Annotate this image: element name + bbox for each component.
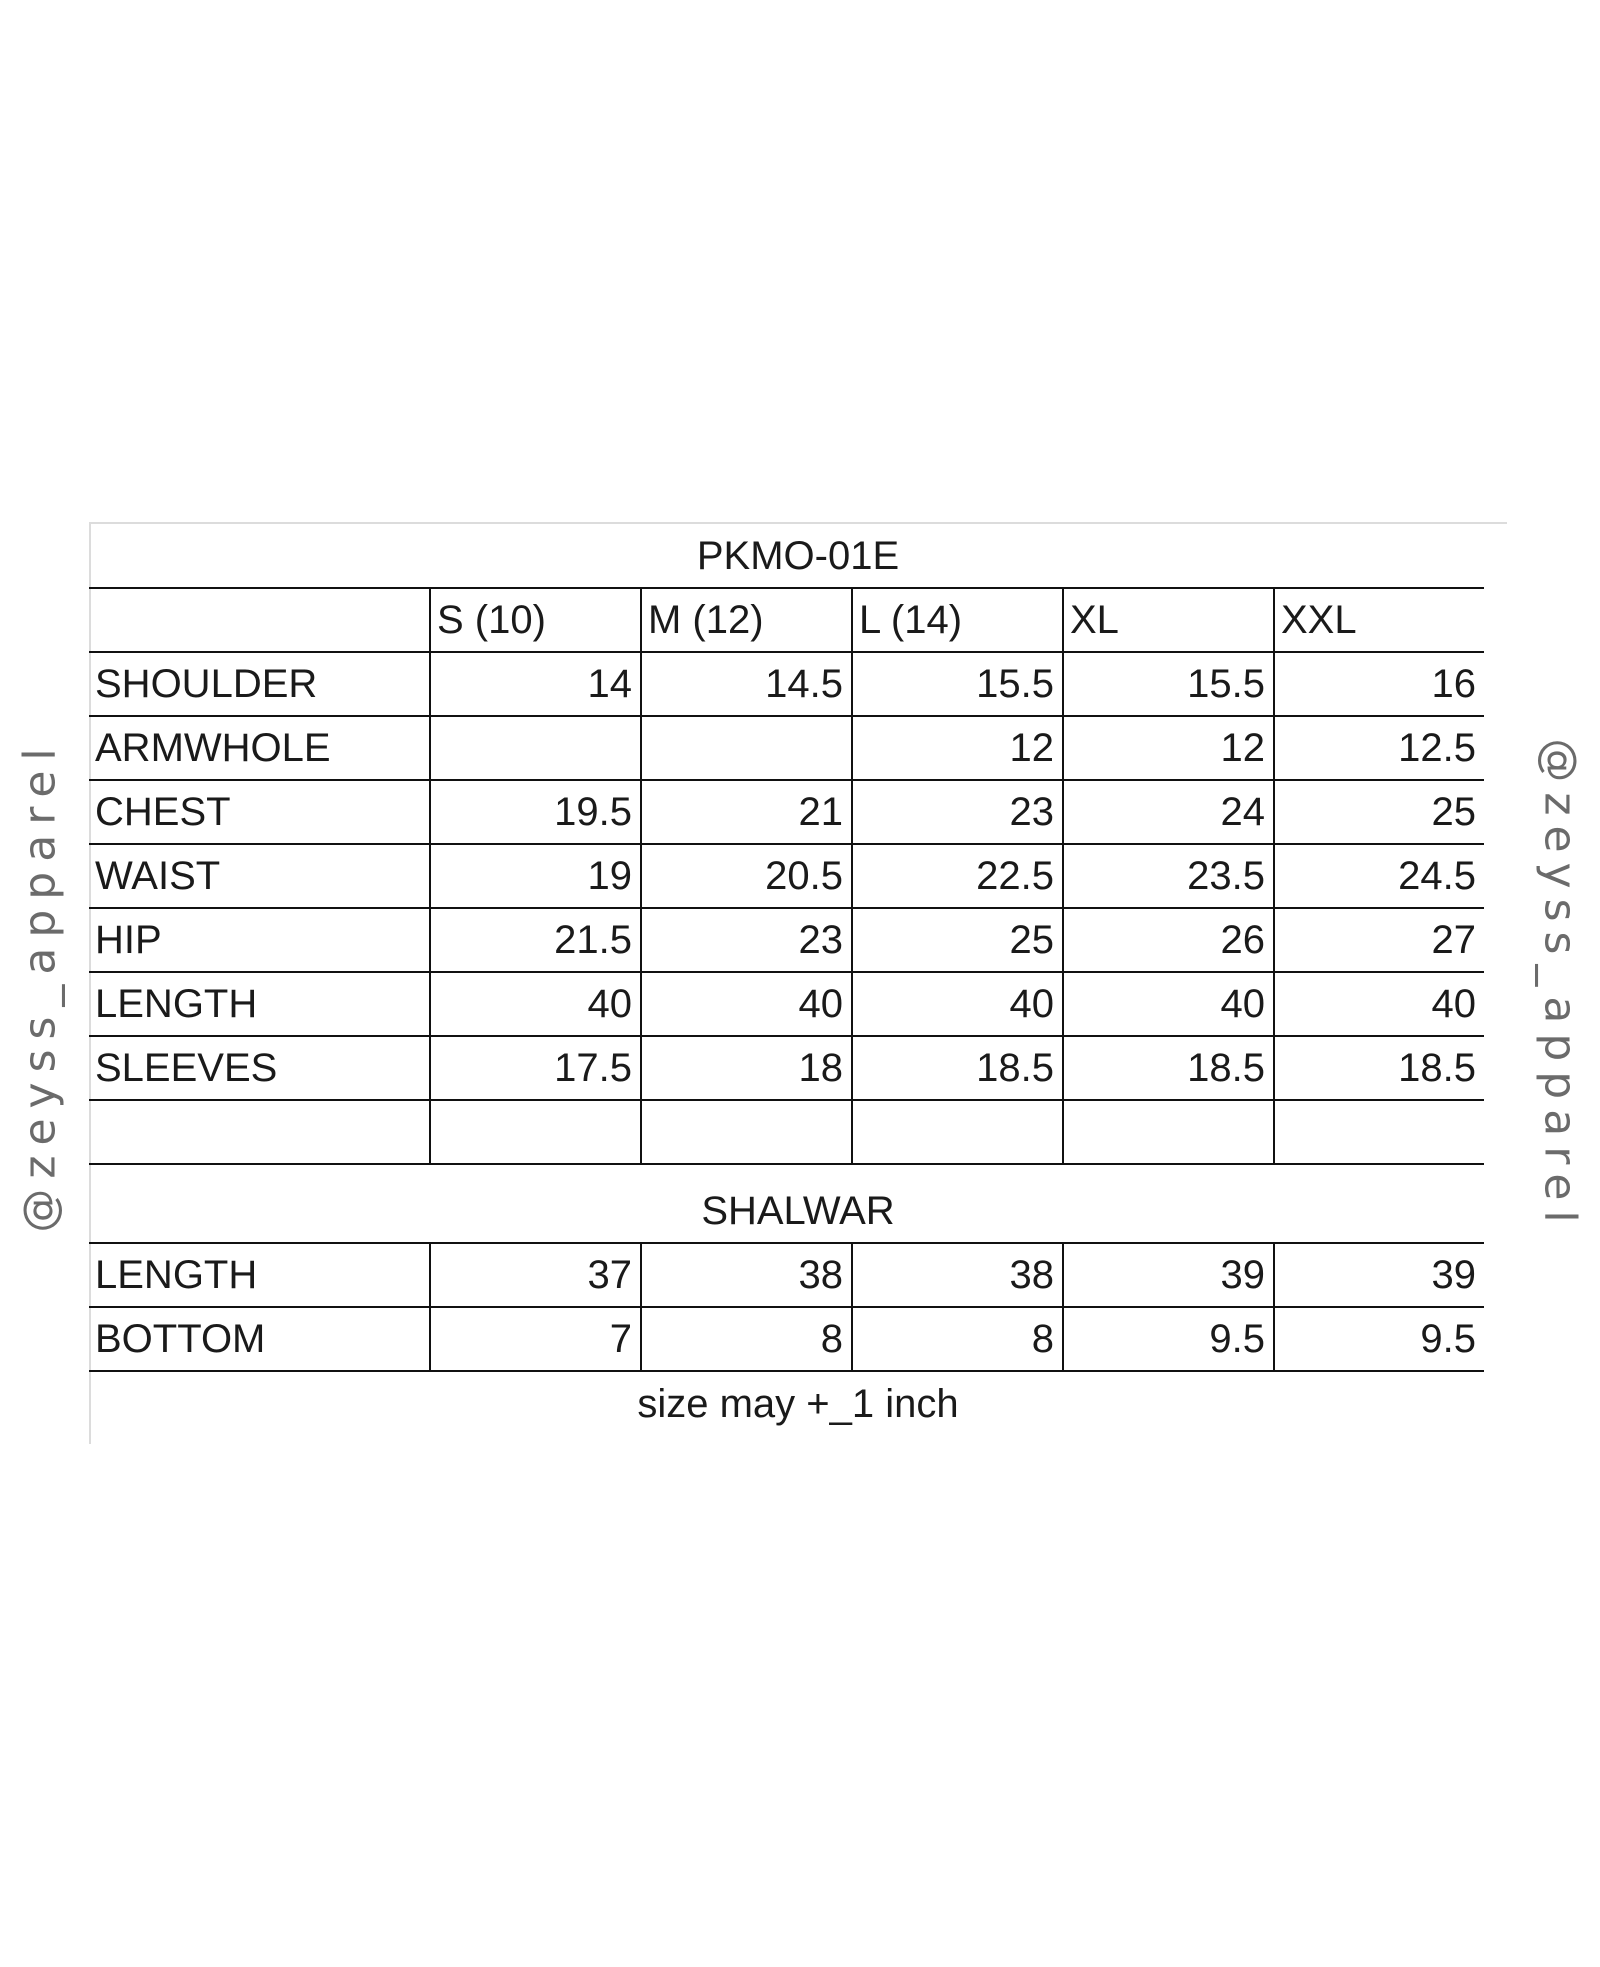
value-cell: 27 <box>1274 908 1484 972</box>
value-cell: 21.5 <box>430 908 641 972</box>
value-cell: 8 <box>641 1307 852 1371</box>
value-cell: 23.5 <box>1063 844 1274 908</box>
value-cell: 17.5 <box>430 1036 641 1100</box>
empty-cell <box>430 1100 641 1164</box>
value-cell <box>430 716 641 780</box>
size-header: L (14) <box>852 588 1063 652</box>
value-cell: 12 <box>852 716 1063 780</box>
value-cell: 38 <box>852 1243 1063 1307</box>
measure-row-chest <box>89 780 1484 844</box>
watermark-right: @zeyss_apparel <box>1534 738 1586 1233</box>
value-cell: 12 <box>1063 716 1274 780</box>
value-cell: 12.5 <box>1274 716 1484 780</box>
value-cell: 24.5 <box>1274 844 1484 908</box>
value-cell: 39 <box>1274 1243 1484 1307</box>
row-label: WAIST <box>89 844 430 908</box>
value-cell: 40 <box>852 972 1063 1036</box>
value-cell: 19.5 <box>430 780 641 844</box>
value-cell: 40 <box>641 972 852 1036</box>
size-header: S (10) <box>430 588 641 652</box>
size-header: M (12) <box>641 588 852 652</box>
empty-cell <box>1063 1100 1274 1164</box>
row-label: LENGTH <box>89 1243 430 1307</box>
size-header: XXL <box>1274 588 1484 652</box>
shalwar-size-table <box>89 1242 1484 1372</box>
value-cell: 14 <box>430 652 641 716</box>
measure-row-waist <box>89 844 1484 908</box>
value-cell: 22.5 <box>852 844 1063 908</box>
empty-cell <box>89 1100 430 1164</box>
empty-cell <box>852 1100 1063 1164</box>
header-blank-cell <box>89 588 430 652</box>
value-cell: 39 <box>1063 1243 1274 1307</box>
row-label: BOTTOM <box>89 1307 430 1371</box>
value-cell: 18.5 <box>1063 1036 1274 1100</box>
value-cell: 40 <box>1063 972 1274 1036</box>
row-label: LENGTH <box>89 972 430 1036</box>
value-cell: 40 <box>1274 972 1484 1036</box>
value-cell: 9.5 <box>1274 1307 1484 1371</box>
value-cell: 24 <box>1063 780 1274 844</box>
value-cell: 26 <box>1063 908 1274 972</box>
value-cell: 18 <box>641 1036 852 1100</box>
shalwar-row-length <box>89 1243 1484 1307</box>
watermark-left: @zeyss_apparel <box>14 738 66 1233</box>
row-label: SLEEVES <box>89 1036 430 1100</box>
row-label: SHOULDER <box>89 652 430 716</box>
value-cell: 25 <box>1274 780 1484 844</box>
row-label: HIP <box>89 908 430 972</box>
empty-cell <box>1274 1100 1484 1164</box>
value-cell: 40 <box>430 972 641 1036</box>
value-cell: 23 <box>852 780 1063 844</box>
value-cell: 18.5 <box>1274 1036 1484 1100</box>
value-cell: 18.5 <box>852 1036 1063 1100</box>
empty-cell <box>641 1100 852 1164</box>
measure-row-sleeves <box>89 1036 1484 1100</box>
value-cell: 15.5 <box>852 652 1063 716</box>
measure-row-hip <box>89 908 1484 972</box>
shalwar-title: SHALWAR <box>701 1189 895 1233</box>
measure-row-armwhole <box>89 716 1484 780</box>
value-cell: 9.5 <box>1063 1307 1274 1371</box>
size-header: XL <box>1063 588 1274 652</box>
chart-title: PKMO-01E <box>696 534 900 578</box>
size-header-row <box>89 588 1484 652</box>
value-cell: 14.5 <box>641 652 852 716</box>
shalwar-row-bottom <box>89 1307 1484 1371</box>
value-cell <box>641 716 852 780</box>
row-label: ARMWHOLE <box>89 716 430 780</box>
value-cell: 7 <box>430 1307 641 1371</box>
measure-row-shoulder <box>89 652 1484 716</box>
size-tolerance-note: size may +_1 inch <box>637 1382 959 1426</box>
value-cell: 21 <box>641 780 852 844</box>
row-label: CHEST <box>89 780 430 844</box>
value-cell: 19 <box>430 844 641 908</box>
measure-row-length <box>89 972 1484 1036</box>
value-cell: 8 <box>852 1307 1063 1371</box>
value-cell: 38 <box>641 1243 852 1307</box>
value-cell: 23 <box>641 908 852 972</box>
value-cell: 16 <box>1274 652 1484 716</box>
value-cell: 37 <box>430 1243 641 1307</box>
value-cell: 25 <box>852 908 1063 972</box>
empty-row <box>89 1100 1484 1164</box>
kameez-size-table <box>89 587 1484 1165</box>
size-chart <box>89 522 1507 1444</box>
value-cell: 20.5 <box>641 844 852 908</box>
value-cell: 15.5 <box>1063 652 1274 716</box>
